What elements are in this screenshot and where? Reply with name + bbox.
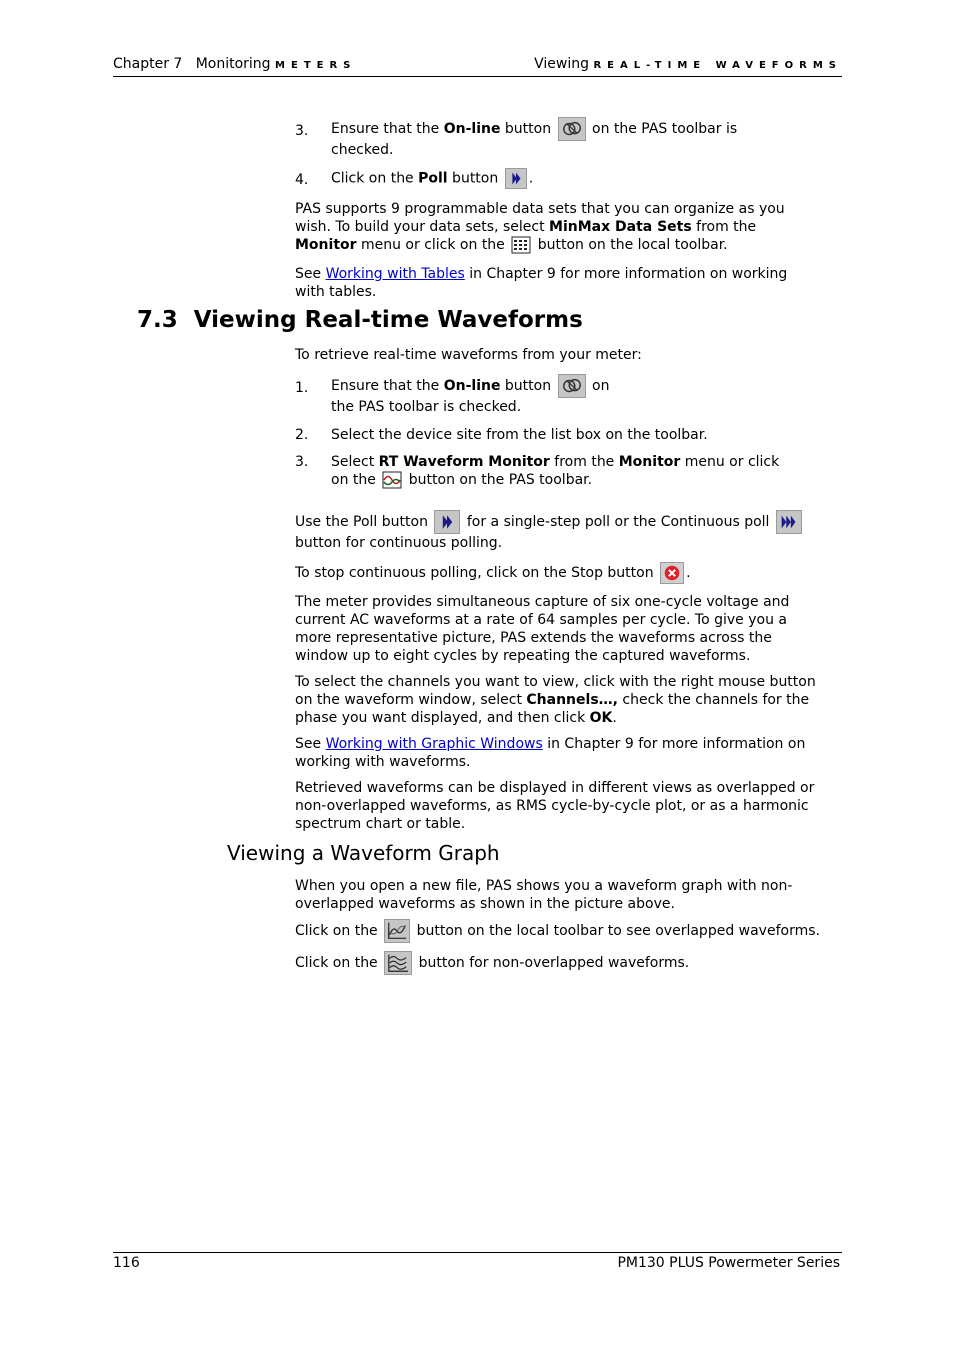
header-right-caps: REAL-TIME WAVEFORMS — [593, 60, 842, 71]
page-header — [113, 56, 842, 77]
paragraph-overlapped — [295, 919, 840, 943]
stop-icon — [660, 562, 684, 584]
paragraph-non-overlapped — [295, 951, 840, 975]
intro-step-3 — [331, 117, 831, 159]
bold-text: Monitor — [618, 454, 681, 470]
text: The meter provides simultaneous capture of six one-cycle voltage and — [295, 594, 790, 610]
text: from the — [549, 454, 619, 470]
step-number: 3. — [295, 454, 309, 470]
text: menu or click on the — [356, 237, 510, 253]
text: button on the local toolbar. — [533, 237, 728, 253]
text: overlapped waveforms as shown in the picture above. — [295, 896, 675, 912]
bold-text: Poll — [418, 170, 448, 187]
paragraph-capture — [295, 593, 840, 665]
text: from the — [691, 219, 757, 235]
paragraph-new-file — [295, 877, 840, 913]
text: on the — [331, 472, 381, 488]
text: button on the PAS toolbar. — [404, 472, 593, 488]
subsection-title: Viewing a Waveform Graph — [227, 841, 500, 865]
text: Retrieved waveforms can be displayed in different views as overlapped or — [295, 780, 815, 796]
text: button — [500, 121, 556, 137]
step-1 — [331, 374, 831, 416]
text: menu or click — [680, 454, 780, 470]
text: . — [528, 170, 534, 187]
text: in Chapter 9 for more information on — [542, 736, 806, 752]
intro-step-4 — [331, 168, 831, 189]
poll-icon — [505, 168, 527, 189]
bold-text: Channels…, — [526, 692, 618, 708]
text: To stop continuous polling, click on the Stop button — [295, 565, 659, 581]
bold-text: RT Waveform Monitor — [378, 454, 550, 470]
text: phase you want displayed, and then click — [295, 710, 590, 726]
paragraph-graphic-windows — [295, 735, 840, 771]
header-section-caps: METERS — [275, 60, 357, 71]
paragraph-stop — [295, 562, 840, 584]
text: the PAS toolbar is checked. — [331, 399, 522, 415]
text: on the PAS toolbar is — [587, 121, 738, 137]
paragraph-data-sets — [295, 200, 840, 254]
paragraph-channels — [295, 673, 840, 727]
retrieve-intro: To retrieve real-time waveforms from your meter: — [295, 347, 642, 363]
data-sets-icon — [511, 236, 531, 254]
text: Select — [331, 454, 379, 470]
text: Ensure that the — [331, 121, 444, 137]
waveform-monitor-icon — [382, 471, 402, 489]
text: PAS supports 9 programmable data sets that you can organize as you — [295, 201, 785, 217]
online-icon — [558, 117, 586, 141]
continuous-poll-icon — [776, 510, 802, 534]
text: button — [500, 378, 556, 394]
working-with-graphic-windows-link[interactable]: Working with Graphic Windows — [325, 736, 543, 752]
text: Click on the — [295, 923, 383, 939]
text: button on the local toolbar to see overlapped waveforms. — [412, 923, 820, 939]
step-2: Select the device site from the list box on the toolbar. — [331, 427, 708, 443]
text: See — [295, 266, 326, 282]
online-icon — [558, 374, 586, 398]
header-left — [113, 56, 356, 72]
text: button for non-overlapped waveforms. — [414, 955, 690, 971]
text: in Chapter 9 for more information on working — [464, 266, 788, 282]
product-name: PM130 PLUS Powermeter Series — [617, 1255, 840, 1271]
page-footer — [113, 1252, 842, 1271]
step-number: 2. — [295, 427, 309, 443]
text: check the channels for the — [617, 692, 810, 708]
paragraph-tables — [295, 265, 840, 301]
bold-text: Monitor — [295, 237, 357, 253]
bold-text: On-line — [443, 378, 501, 394]
text: for a single-step poll or the Continuous poll — [462, 514, 774, 530]
header-chapter: Chapter 7 — [113, 56, 183, 72]
page-number: 116 — [113, 1255, 140, 1271]
text: . — [686, 565, 691, 581]
text: on — [587, 378, 610, 394]
text: spectrum chart or table. — [295, 816, 466, 832]
paragraph-poll — [295, 510, 840, 552]
text: Click on the — [295, 955, 383, 971]
text: window up to eight cycles by repeating the captured waveforms. — [295, 648, 751, 664]
text: Click on the — [331, 170, 419, 187]
non-overlapped-waveforms-icon — [384, 951, 412, 975]
text: . — [612, 710, 617, 726]
step-3 — [331, 453, 831, 489]
bold-text: OK — [589, 710, 613, 726]
paragraph-views — [295, 779, 840, 833]
text: Ensure that the — [331, 378, 444, 394]
text: Use the Poll button — [295, 514, 433, 530]
step-number: 4. — [295, 172, 309, 188]
bold-text: On-line — [443, 121, 501, 137]
text: more representative picture, PAS extends the waveforms across the — [295, 630, 772, 646]
header-right-lead: Viewing — [534, 56, 590, 72]
section-title: 7.3 Viewing Real-time Waveforms — [137, 307, 583, 333]
text: To select the channels you want to view, click with the right mouse button — [295, 674, 816, 690]
header-right — [534, 56, 842, 72]
text: non-overlapped waveforms, as RMS cycle-by-cycle plot, or as a harmonic — [295, 798, 809, 814]
header-section: Monitoring — [195, 56, 271, 72]
text: button — [447, 170, 503, 187]
text: wish. To build your data sets, select — [295, 219, 550, 235]
poll-icon — [434, 510, 460, 534]
text: button for continuous polling. — [295, 535, 503, 551]
text: checked. — [331, 142, 394, 158]
step-number: 3. — [295, 123, 309, 139]
text: on the waveform window, select — [295, 692, 527, 708]
text: See — [295, 736, 326, 752]
bold-text: MinMax Data Sets — [549, 219, 692, 235]
working-with-tables-link[interactable]: Working with Tables — [325, 266, 465, 282]
text: with tables. — [295, 284, 377, 300]
overlapped-waveforms-icon — [384, 919, 410, 943]
step-number: 1. — [295, 380, 309, 396]
text: working with waveforms. — [295, 754, 471, 770]
text: When you open a new file, PAS shows you a waveform graph with non- — [295, 878, 793, 894]
text: current AC waveforms at a rate of 64 samples per cycle. To give you a — [295, 612, 787, 628]
